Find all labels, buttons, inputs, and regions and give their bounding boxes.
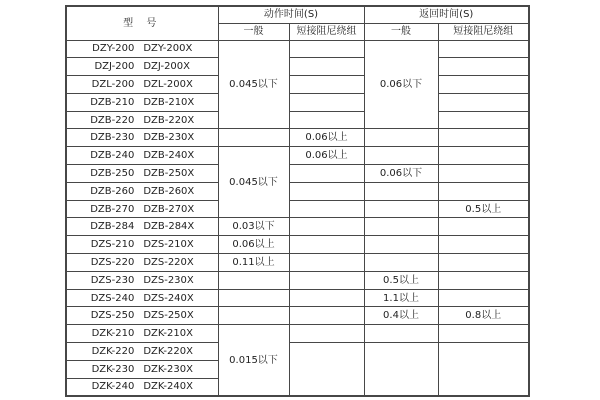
model-cell <box>66 254 218 272</box>
value-cell-action-damping <box>289 76 364 94</box>
model-name: DZB-260X <box>143 185 195 197</box>
model-name: DZS-210X <box>143 239 194 251</box>
value-cell-return-damping <box>438 271 529 289</box>
model-name: DZS-250 <box>90 310 135 322</box>
model-name: DZK-220X <box>143 345 193 357</box>
model-cell <box>66 271 218 289</box>
value-cell-return-damping <box>438 111 529 129</box>
value-cell-action-damping <box>289 325 364 343</box>
value-cell-action-general: 0.11以上 <box>218 254 289 272</box>
model-cell <box>66 325 218 343</box>
value-cell-return-general <box>364 129 438 147</box>
table-row <box>66 271 529 289</box>
model-name: DZB-284 <box>90 221 135 233</box>
model-name: DZJ-200X <box>143 61 191 73</box>
value-cell-action-general: 0.015以下 <box>218 325 289 396</box>
model-cell <box>66 378 218 396</box>
table-row <box>66 111 529 129</box>
value-cell-return-damping <box>438 40 529 58</box>
value-cell-return-general <box>364 343 438 396</box>
model-cell <box>66 236 218 254</box>
model-name: DZB-230 <box>90 132 135 144</box>
value-cell-action-damping <box>289 236 364 254</box>
value-cell-action-damping <box>289 307 364 325</box>
table-row <box>66 200 529 218</box>
model-cell <box>66 129 218 147</box>
model-name: DZS-230X <box>143 274 194 286</box>
model-cell <box>66 200 218 218</box>
model-name: DZB-250X <box>143 167 195 179</box>
model-cell <box>66 165 218 183</box>
value-cell-action-damping <box>289 40 364 58</box>
table-row <box>66 58 529 76</box>
value-cell-return-damping <box>438 165 529 183</box>
value-cell-return-general <box>364 254 438 272</box>
model-cell <box>66 360 218 378</box>
value-cell-action-damping <box>289 254 364 272</box>
model-name: DZK-220 <box>91 345 135 357</box>
table-row <box>66 76 529 94</box>
model-cell <box>66 307 218 325</box>
model-name: DZB-230X <box>143 132 195 144</box>
value-cell-return-damping <box>438 289 529 307</box>
model-name: DZS-220X <box>143 256 194 268</box>
value-cell-action-damping <box>289 111 364 129</box>
model-cell <box>66 147 218 165</box>
model-name: DZL-200 <box>91 78 135 90</box>
model-cell <box>66 76 218 94</box>
model-name: DZB-220X <box>143 114 195 126</box>
value-cell-return-general <box>364 236 438 254</box>
value-cell-return-general: 0.06以下 <box>364 40 438 129</box>
model-cell <box>66 40 218 58</box>
value-cell-action-general <box>218 129 289 147</box>
model-name: DZS-230 <box>90 274 135 286</box>
value-cell-return-damping: 0.5以上 <box>438 200 529 218</box>
model-name: DZS-240X <box>143 292 194 304</box>
model-name: DZS-220 <box>90 256 135 268</box>
value-cell-return-damping: 0.8以上 <box>438 307 529 325</box>
model-name: DZK-210X <box>143 328 193 340</box>
value-cell-return-damping <box>438 325 529 343</box>
value-cell-return-damping <box>438 147 529 165</box>
header-return-general: 一般 <box>364 23 438 40</box>
header-row-1 <box>66 6 529 23</box>
value-cell-return-general: 0.5以上 <box>364 271 438 289</box>
model-name: DZB-260 <box>90 185 135 197</box>
model-cell <box>66 218 218 236</box>
value-cell-return-damping <box>438 254 529 272</box>
model-name: DZK-210 <box>91 328 135 340</box>
value-cell-return-damping <box>438 129 529 147</box>
model-name: DZL-200X <box>143 78 193 90</box>
value-cell-return-general: 0.4以上 <box>364 307 438 325</box>
value-cell-action-damping: 0.06以上 <box>289 147 364 165</box>
value-cell-return-general <box>364 325 438 343</box>
table-row <box>66 165 529 183</box>
value-cell-return-damping <box>438 58 529 76</box>
value-cell-action-general: 0.045以下 <box>218 147 289 218</box>
model-name: DZB-284X <box>143 221 195 233</box>
table-row <box>66 40 529 58</box>
value-cell-return-damping <box>438 182 529 200</box>
value-cell-return-damping <box>438 93 529 111</box>
model-name: DZB-270 <box>90 203 135 215</box>
table-body <box>66 40 529 396</box>
table-header <box>66 6 529 40</box>
model-name: DZB-220 <box>90 114 135 126</box>
model-cell <box>66 111 218 129</box>
value-cell-return-general <box>364 218 438 236</box>
value-cell-action-damping <box>289 218 364 236</box>
value-cell-return-damping <box>438 236 529 254</box>
table-row <box>66 289 529 307</box>
table-row <box>66 254 529 272</box>
table-row <box>66 218 529 236</box>
header-return-time: 返回时间(S) <box>364 6 529 23</box>
value-cell-action-general <box>218 289 289 307</box>
model-name: DZS-240 <box>90 292 135 304</box>
model-cell <box>66 182 218 200</box>
value-cell-action-damping <box>289 271 364 289</box>
model-name: DZB-210X <box>143 96 195 108</box>
table-row <box>66 325 529 343</box>
table-row <box>66 307 529 325</box>
table-row <box>66 93 529 111</box>
value-cell-return-general <box>364 147 438 165</box>
model-cell <box>66 93 218 111</box>
model-name: DZK-230X <box>143 363 193 375</box>
model-name: DZK-230 <box>91 363 135 375</box>
header-action-time: 动作时间(S) <box>218 6 364 23</box>
model-name: DZS-210 <box>90 239 135 251</box>
value-cell-action-damping <box>289 343 364 396</box>
model-name: DZB-210 <box>90 96 135 108</box>
value-cell-action-damping <box>289 200 364 218</box>
model-name: DZB-270X <box>143 203 195 215</box>
model-name: DZY-200X <box>143 43 193 55</box>
model-name: DZB-240X <box>143 150 195 162</box>
value-cell-action-general <box>218 271 289 289</box>
table-row <box>66 343 529 361</box>
value-cell-action-damping <box>289 58 364 76</box>
model-name: DZS-250X <box>143 310 194 322</box>
model-name: DZK-240X <box>143 381 193 393</box>
value-cell-action-damping: 0.06以上 <box>289 129 364 147</box>
table-row <box>66 147 529 165</box>
model-cell <box>66 343 218 361</box>
value-cell-action-general: 0.03以下 <box>218 218 289 236</box>
value-cell-return-damping <box>438 218 529 236</box>
value-cell-return-damping <box>438 76 529 94</box>
header-return-damping: 短接阻尼绕组 <box>438 23 529 40</box>
table-row <box>66 182 529 200</box>
model-cell <box>66 58 218 76</box>
model-name: DZK-240 <box>91 381 135 393</box>
header-action-damping: 短接阻尼绕组 <box>289 23 364 40</box>
model-name: DZB-240 <box>90 150 135 162</box>
value-cell-action-damping <box>289 182 364 200</box>
value-cell-return-general <box>364 200 438 218</box>
value-cell-return-damping <box>438 343 529 396</box>
value-cell-action-general: 0.06以上 <box>218 236 289 254</box>
value-cell-return-general: 1.1以上 <box>364 289 438 307</box>
header-model: 型 号 <box>66 6 218 40</box>
value-cell-action-damping <box>289 93 364 111</box>
value-cell-action-general: 0.045以下 <box>218 40 289 129</box>
value-cell-action-damping <box>289 289 364 307</box>
model-name: DZB-250 <box>90 167 135 179</box>
table-row <box>66 236 529 254</box>
model-name: DZJ-200 <box>94 61 135 73</box>
table-row <box>66 129 529 147</box>
header-action-general: 一般 <box>218 23 289 40</box>
value-cell-action-damping <box>289 165 364 183</box>
value-cell-return-general: 0.06以下 <box>364 165 438 183</box>
value-cell-action-general <box>218 307 289 325</box>
model-cell <box>66 289 218 307</box>
value-cell-return-general <box>364 182 438 200</box>
relay-spec-table <box>65 5 530 397</box>
model-name: DZY-200 <box>92 43 135 55</box>
